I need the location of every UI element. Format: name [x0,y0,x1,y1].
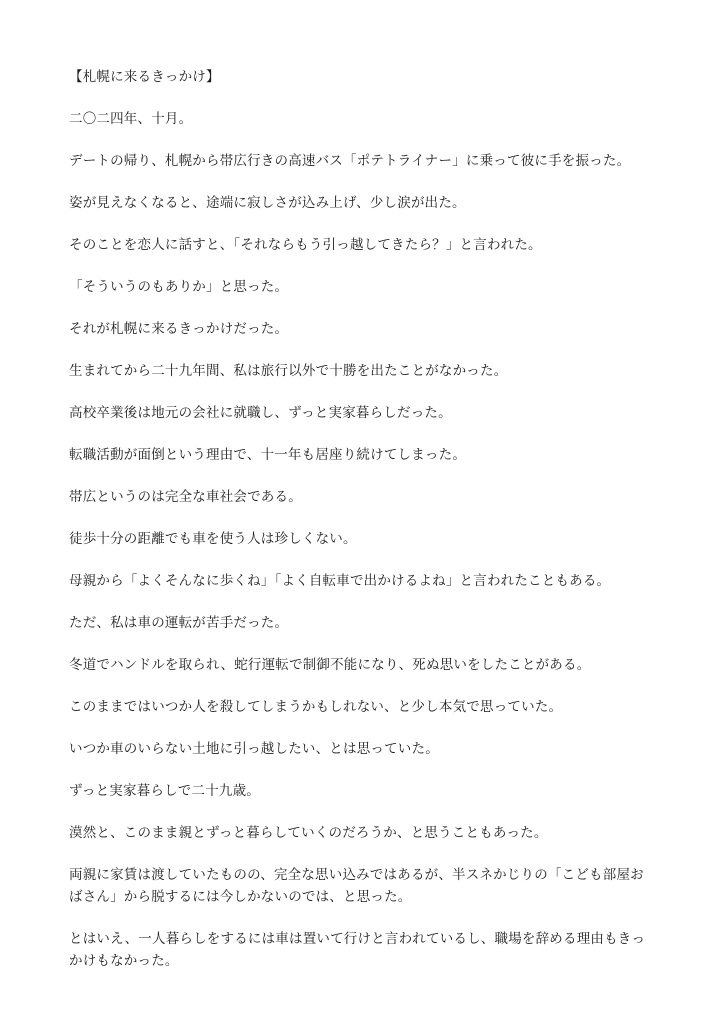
paragraph: そのことを恋人に話すと、「それならもう引っ越してきたら？」と言われた。 [69,237,542,253]
paragraph: 高校卒業後は地元の会社に就職し、ずっと実家暮らしだった。 [69,405,452,421]
paragraph: ただ、私は車の運転が苦手だった。 [69,615,289,631]
section-heading: 【札幌に来るきっかけ】 [69,69,220,85]
paragraph: とはいえ、一人暮らしをするには車は置いて行けと言われているし、職場を辞める理由もきっかけもなかった。 [69,931,646,969]
paragraph: いつか車のいらない土地に引っ越したい、とは思っていた。 [69,741,439,757]
paragraph: 徒歩十分の距離でも車を使う人は珍しくない。 [69,531,357,547]
paragraph: 「そういうのもありか」と思った。 [69,279,289,295]
paragraph: このままではいつか人を殺してしまうかもしれない、と少し本気で思っていた。 [69,699,563,715]
paragraph: 転職活動が面倒という理由で、十一年も居座り続けてしまった。 [69,447,467,463]
paragraph: 帯広というのは完全な車社会である。 [69,489,302,505]
paragraph: 漠然と、このまま親とずっと暮らしていくのだろうか、と思うこともあった。 [69,825,548,841]
paragraph: デートの帰り、札幌から帯広行きの高速バス「ポテトライナー」に乗って彼に手を振った。 [69,153,631,169]
paragraph: 姿が見えなくなると、途端に寂しさが込み上げ、少し涙が出た。 [69,195,466,211]
paragraph: 両親に家賃は渡していたものの、完全な思い込みではあるが、半スネかじりの「こども部屋おばさん」から脱するには今しかないのでは、と思った。 [69,867,644,905]
paragraph: 生まれてから二十九年間、私は旅行以外で十勝を出たことがなかった。 [69,363,508,379]
paragraph: それが札幌に来るきっかけだった。 [69,321,289,337]
document-body [69,66,655,992]
paragraph-date: 二〇二四年、十月。 [69,111,193,127]
paragraph: 冬道でハンドルを取られ、蛇行運転で制御不能になり、死ぬ思いをしたことがある。 [69,657,591,673]
paragraph: 母親から「よくそんなに歩くね」「よく自転車で出かけるよね」と言われたこともある。 [69,573,611,589]
paragraph: ずっと実家暮らしで二十九歳。 [69,783,260,799]
